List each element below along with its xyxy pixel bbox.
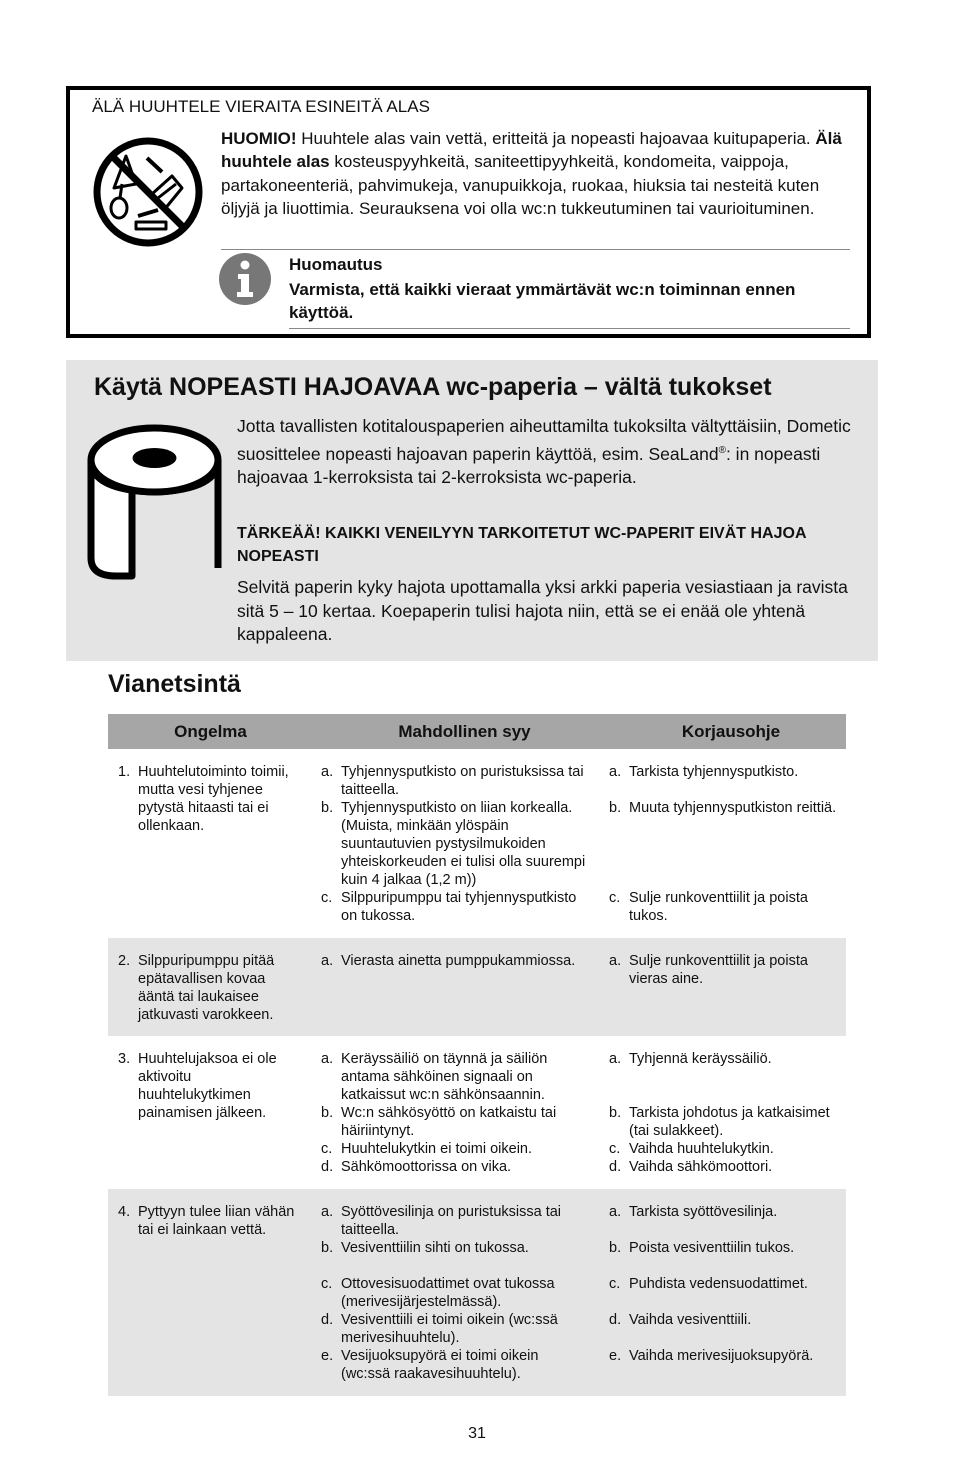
problem-marker: 2. (118, 953, 131, 969)
fix-marker: a. (609, 1204, 622, 1220)
info-icon (218, 252, 272, 306)
no-flush-icon (92, 136, 204, 248)
fix-marker: c. (609, 1141, 621, 1157)
cause-marker: a. (321, 1051, 334, 1067)
fix-text: Tarkista syöttövesilinja. (629, 1204, 778, 1220)
cause-text: Sähkömoottorissa on vika. (341, 1159, 512, 1175)
fix-marker: d. (609, 1159, 622, 1175)
problem-text: Huuhtelujaksoa ei ole aktivoitu huuhtelukytkimen painamisen jälkeen. (138, 1051, 277, 1121)
fix-text: Sulje runkoventtiilit ja poista tukos. (629, 890, 808, 924)
fix-text: Muuta tyhjennysputkiston reittiä. (629, 800, 837, 816)
cause-marker: b. (321, 1105, 334, 1121)
fix-text: Poista vesiventtiilin tukos. (629, 1240, 795, 1256)
fix-text: Vaihda vesiventtiili. (629, 1312, 752, 1328)
divider (221, 249, 850, 250)
fix-marker: b. (609, 1105, 622, 1121)
cause-marker: d. (321, 1312, 334, 1328)
table-row-fixes (609, 1050, 841, 1176)
table-row-fixes (609, 763, 841, 925)
cause-marker: b. (321, 1240, 334, 1256)
problem-marker: 3. (118, 1051, 131, 1067)
column-header-problem: Ongelma (174, 722, 247, 741)
tip-heading: Käytä NOPEASTI HAJOAVAA wc-paperia – vältä tukokset (94, 373, 772, 401)
divider (289, 328, 850, 329)
cause-text: Vesiventtiilin sihti on tukossa. (341, 1240, 529, 1256)
cause-text: Syöttövesilinja on puristuksissa tai taitteella. (341, 1204, 562, 1238)
fix-text: Tarkista tyhjennysputkisto. (629, 764, 799, 780)
table-row-problem (118, 763, 303, 835)
tip-paragraph-1-part1: Jotta tavallisten kotitalouspaperien aiheuttamilta tukoksilta vältyttäisiin, Dometic suosittelee nopeasti hajoavan paperin käyttöä, esim. SeaLand (237, 416, 851, 464)
warning-title: ÄLÄ HUUHTELE VIERAITA ESINEITÄ ALAS (92, 97, 430, 116)
page-number: 31 (468, 1425, 486, 1442)
fix-text: Puhdista vedensuodattimet. (629, 1276, 808, 1292)
cause-text: Vesiventtiili ei toimi oikein (wc:ssä merivesihuuhtelu). (341, 1312, 558, 1346)
fix-marker: a. (609, 953, 622, 969)
cause-marker: a. (321, 764, 334, 780)
warning-text-part1: Huuhtele alas vain vettä, eritteitä ja nopeasti hajoavaa kuitupaperia. (296, 129, 816, 148)
fix-marker: a. (609, 764, 622, 780)
table-row-causes (321, 952, 591, 970)
cause-marker: a. (321, 1204, 334, 1220)
dont-flush-label: Älä huuhtele alas (221, 129, 842, 172)
cause-marker: c. (321, 1276, 333, 1292)
fix-text: Vaihda sähkömoottori. (629, 1159, 773, 1175)
cause-marker: b. (321, 800, 334, 816)
problem-text: Huuhtelutoiminto toimii, mutta vesi tyhjenee pytystä hitaasti tai ei ollenkaan. (138, 764, 289, 834)
warning-text-part2: kosteuspyyhkeitä, saniteettipyyhkeitä, kondomeita, vaippoja, partakoneenteriä, pahvimukeja, vanupuikkoja, ruokaa, hiuksia tai nesteitä kuten öljyjä ja liuottimia. Seurauksena voi olla wc:n tukkeutuminen tai vaurioituminen. (221, 152, 820, 218)
note-text: Varmista, että kaikki vieraat ymmärtävät wc:n toiminnan ennen käyttöä. (289, 280, 796, 322)
problem-text: Silppuripumppu pitää epätavallisen kovaa ääntä tai laukaisee jatkuvasti varokkeen. (138, 953, 275, 1023)
tip-paragraph-1 (237, 415, 872, 489)
problem-marker: 4. (118, 1204, 131, 1220)
cause-text: Vierasta ainetta pumppukammiossa. (341, 953, 576, 969)
table-row-fixes (609, 1203, 841, 1365)
table-header (108, 714, 846, 749)
column-header-fix: Korjausohje (681, 722, 781, 741)
cause-text: Wc:n sähkösyöttö on katkaistu tai häiriintynyt. (341, 1105, 557, 1139)
cause-text: Tyhjennysputkisto on puristuksissa tai taitteella. (341, 764, 584, 798)
tip-paragraph-2: Selvitä paperin kyky hajota upottamalla yksi arkki paperia vesiastiaan ja ravista sitä 5 – 10 kertaa. Koepaperin tulisi hajota niin, että se ei enää ole yhtenä kappaleena. (237, 577, 848, 644)
table-row-causes (321, 1050, 591, 1176)
fix-marker: c. (609, 890, 621, 906)
fix-text: Sulje runkoventtiilit ja poista vieras aine. (629, 953, 808, 987)
attention-label: HUOMIO! (221, 129, 297, 148)
table-row-fixes (609, 952, 841, 988)
fix-marker: b. (609, 1240, 622, 1256)
cause-text: Huuhtelukytkin ei toimi oikein. (341, 1141, 533, 1157)
cause-marker: c. (321, 890, 333, 906)
fix-text: Tarkista johdotus ja katkaisimet (tai sulakkeet). (629, 1105, 830, 1139)
troubleshooting-heading: Vianetsintä (108, 670, 241, 698)
note-title: Huomautus (289, 255, 383, 274)
table-row-causes (321, 763, 591, 925)
tip-paragraph-1-part2: : in nopeasti hajoavaa 1-kerroksista tai 2-kerroksista wc-paperia. (237, 443, 821, 487)
tip-important: TÄRKEÄÄ! KAIKKI VENEILYYN TARKOITETUT WC-PAPERIT EIVÄT HAJOA NOPEASTI (237, 525, 806, 565)
problem-text: Pyttyyn tulee liian vähän tai ei lainkaan vettä. (138, 1204, 295, 1238)
cause-marker: d. (321, 1159, 334, 1175)
registered-mark: ® (718, 444, 726, 456)
cause-text: Keräyssäiliö on täynnä ja säiliön antama sähköinen signaali on katkaissut wc:n sähkönsaannin. (341, 1051, 548, 1103)
fix-text: Tyhjennä keräyssäiliö. (629, 1051, 772, 1067)
table-row-causes (321, 1203, 591, 1383)
table-row-problem (118, 952, 303, 1024)
cause-text: Ottovesisuodattimet ovat tukossa (merivesijärjestelmässä). (341, 1276, 555, 1310)
fix-text: Vaihda huuhtelukytkin. (629, 1141, 774, 1157)
table-row-problem (118, 1050, 303, 1122)
cause-marker: e. (321, 1348, 334, 1364)
cause-marker: c. (321, 1141, 333, 1157)
problem-marker: 1. (118, 764, 131, 780)
fix-marker: a. (609, 1051, 622, 1067)
table-row-problem (118, 1203, 303, 1239)
fix-marker: c. (609, 1276, 621, 1292)
cause-marker: a. (321, 953, 334, 969)
fix-marker: d. (609, 1312, 622, 1328)
fix-marker: e. (609, 1348, 622, 1364)
toilet-paper-roll-icon (86, 420, 226, 582)
column-header-cause: Mahdollinen syy (398, 722, 531, 741)
cause-text: Vesijuoksupyörä ei toimi oikein (wc:ssä raakavesihuuhtelu). (341, 1348, 539, 1382)
fix-text: Vaihda merivesijuoksupyörä. (629, 1348, 814, 1364)
fix-marker: b. (609, 800, 622, 816)
cause-text: Silppuripumppu tai tyhjennysputkisto on tukossa. (341, 890, 577, 924)
cause-text: Tyhjennysputkisto on liian korkealla. (Muista, minkään ylöspäin suuntautuvien pystysilmukoiden yhteiskorkeuden ei tulisi olla suurempi kuin 4 jalkaa (1,2 m)) (341, 800, 586, 888)
warning-text (221, 127, 861, 220)
